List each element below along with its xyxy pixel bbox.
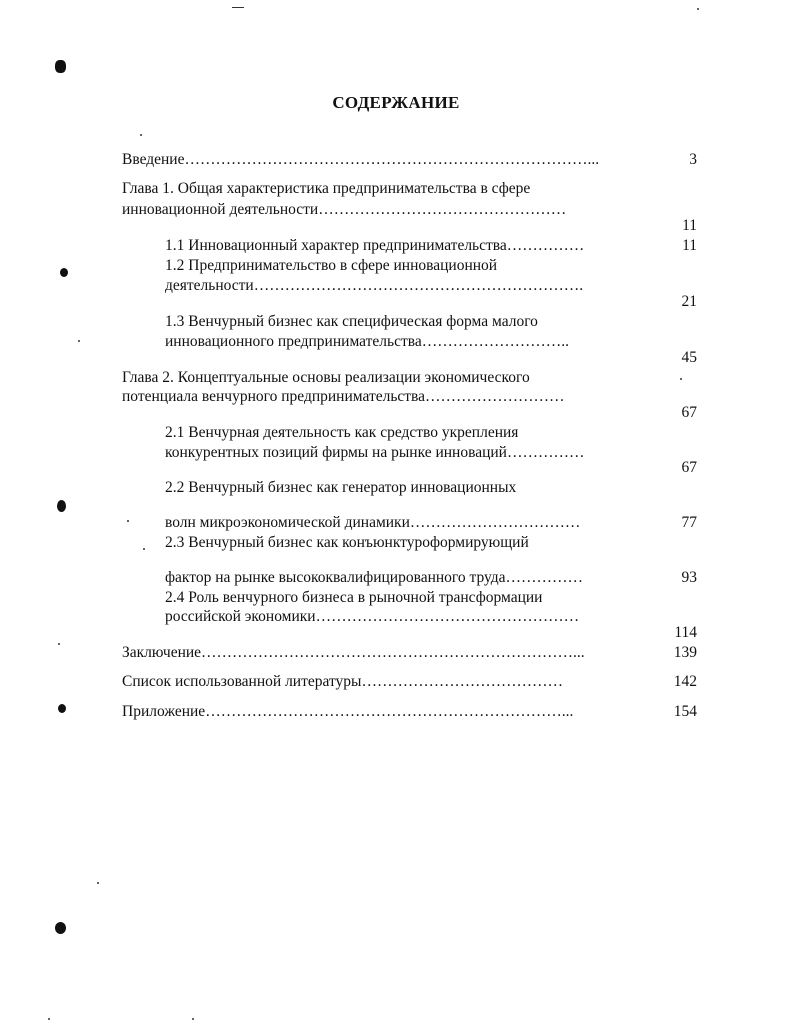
scan-speck (143, 548, 145, 550)
toc-page-2-3: 93 (681, 569, 697, 586)
toc-entry-chapter2: Глава 2. Концептуальные основы реализации экономического (122, 369, 530, 386)
toc-entry-2-4-cont: российской экономики…………………………………………… (165, 608, 580, 625)
toc-page-conclusion: 139 (673, 644, 697, 661)
scan-speck (97, 882, 99, 884)
toc-page-references: 142 (673, 673, 697, 690)
scan-speck (78, 340, 80, 342)
scan-speck (58, 643, 60, 645)
toc-entry-2-1-cont: конкурентных позиций фирмы на рынке инноваций…………… (165, 444, 585, 461)
toc-page-2-2: 77 (681, 514, 697, 531)
toc-entry-2-2: 2.2 Венчурный бизнес как генератор инновационных (165, 479, 517, 496)
binding-mark (60, 268, 68, 277)
scan-speck (127, 520, 129, 522)
toc-page-1-2: 21 (681, 293, 697, 310)
toc-entry-2-1: 2.1 Венчурная деятельность как средство укрепления (165, 424, 519, 441)
toc-entry-appendix: Приложение……………………………………………………………... (122, 703, 574, 720)
binding-mark (55, 60, 66, 73)
binding-mark (55, 922, 66, 934)
toc-page-1-1: 11 (682, 237, 697, 254)
toc-page-2-4: 114 (674, 624, 697, 641)
toc-entry-1-2-cont: деятельности………………………………………………………. (165, 277, 584, 294)
toc-entry-conclusion: Заключение………………………………………………………………... (122, 644, 585, 661)
toc-page-intro: 3 (689, 151, 697, 168)
toc-page-2-1: 67 (681, 459, 697, 476)
toc-entry-1-3: 1.3 Венчурный бизнес как специфическая форма малого (165, 313, 538, 330)
toc-entry-2-4: 2.4 Роль венчурного бизнеса в рыночной трансформации (165, 589, 543, 606)
toc-entry-1-3-cont: инновационного предпринимательства……………………….. (165, 333, 569, 350)
toc-entry-references: Список использованной литературы………………………………… (122, 673, 563, 690)
scan-speck (48, 1018, 50, 1020)
toc-entry-2-3: 2.3 Венчурный бизнес как конъюнктуроформирующий (165, 534, 529, 551)
binding-mark (57, 500, 66, 512)
toc-entry-chapter1-cont: инновационной деятельности………………………………………… (122, 201, 567, 218)
toc-entry-chapter1: Глава 1. Общая характеристика предпринимательства в сфере (122, 180, 531, 197)
toc-entry-1-1: 1.1 Инновационный характер предпринимательства…………… (165, 237, 585, 254)
toc-entry-1-2: 1.2 Предпринимательство в сфере инновационной (165, 257, 498, 274)
binding-mark (58, 704, 66, 713)
toc-page-chapter1: 11 (682, 217, 697, 234)
toc-page-1-3: 45 (681, 349, 697, 366)
scan-speck (697, 8, 699, 10)
toc-entry-chapter2-cont: потенциала венчурного предпринимательства……………………… (122, 388, 565, 405)
scan-speck (192, 1018, 194, 1020)
toc-entry-2-3-cont: фактор на рынке высококвалифицированного труда…………… (165, 569, 584, 586)
toc-entry-2-2-cont: волн микроэкономической динамики…………………………… (165, 514, 581, 531)
scan-speck (232, 7, 244, 8)
toc-entry-intro: Введение……………………………………………………………………... (122, 151, 600, 168)
toc-page-appendix: 154 (673, 703, 697, 720)
scan-speck (140, 134, 142, 136)
page-title: СОДЕРЖАНИЕ (332, 93, 460, 112)
scan-speck (680, 378, 682, 380)
toc-page-chapter2: 67 (681, 404, 697, 421)
